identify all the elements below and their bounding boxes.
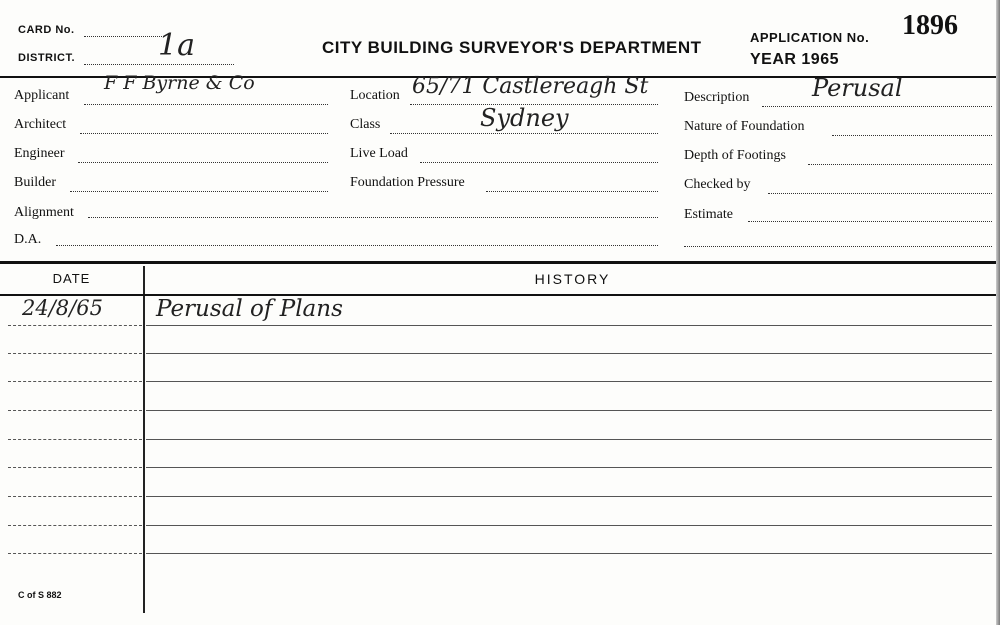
estimate-line-2 — [684, 246, 992, 247]
history-entry-date: 24/8/65 — [22, 296, 103, 320]
checked-by-line — [768, 193, 992, 194]
history-rule — [146, 553, 992, 554]
date-rule — [8, 381, 142, 382]
history-rule — [146, 325, 992, 326]
history-top-rule — [0, 261, 1000, 264]
date-rule — [8, 467, 142, 468]
district-line — [84, 64, 234, 65]
estimate-label: Estimate — [684, 207, 733, 222]
class-label: Class — [350, 117, 381, 132]
location-value: 65/71 Castlereagh St — [412, 74, 649, 99]
builder-line — [70, 191, 328, 192]
architect-line — [80, 133, 328, 134]
date-rule — [8, 325, 142, 326]
location-value-sydney: Sydney — [480, 104, 569, 132]
history-column-header: HISTORY — [534, 271, 611, 287]
alignment-line — [88, 217, 658, 218]
date-column-header: DATE — [52, 271, 91, 286]
date-rule — [8, 439, 142, 440]
live-load-label: Live Load — [350, 146, 408, 161]
alignment-label: Alignment — [14, 205, 74, 220]
department-title: CITY BUILDING SURVEYOR'S DEPARTMENT — [322, 38, 702, 57]
form-code: C of S 882 — [18, 590, 62, 600]
card-no-label: CARD No. — [18, 24, 75, 36]
year-label: YEAR 1965 — [750, 51, 839, 68]
engineer-label: Engineer — [14, 146, 65, 161]
history-rule — [146, 439, 992, 440]
estimate-line — [748, 221, 992, 222]
foundation-pressure-line — [486, 191, 658, 192]
history-entry-text: Perusal of Plans — [156, 296, 343, 322]
card-no-line — [84, 36, 164, 37]
foundation-pressure-label: Foundation Pressure — [350, 175, 465, 190]
da-label: D.A. — [14, 232, 42, 247]
depth-of-footings-label: Depth of Footings — [684, 148, 786, 163]
date-rule — [8, 496, 142, 497]
card-edge — [996, 0, 1000, 625]
district-value: 1a — [158, 28, 195, 63]
checked-by-label: Checked by — [684, 177, 751, 192]
nature-of-foundation-label: Nature of Foundation — [684, 119, 805, 134]
application-label: APPLICATION No. — [750, 30, 870, 45]
history-rule — [146, 525, 992, 526]
district-label: DISTRICT. — [18, 52, 76, 64]
engineer-line — [78, 162, 328, 163]
da-line — [56, 245, 658, 246]
history-rule — [146, 467, 992, 468]
depth-of-footings-line — [808, 164, 992, 165]
application-number: 1896 — [902, 10, 958, 41]
builder-label: Builder — [14, 175, 56, 190]
architect-label: Architect — [14, 117, 67, 132]
description-value: Perusal — [812, 74, 903, 102]
date-rule — [8, 553, 142, 554]
description-label: Description — [684, 90, 750, 105]
history-rule — [146, 353, 992, 354]
live-load-line — [420, 162, 658, 163]
date-rule — [8, 410, 142, 411]
applicant-value: F F Byrne & Co — [104, 72, 255, 94]
history-rule — [146, 381, 992, 382]
location-label: Location — [350, 88, 400, 103]
date-rule — [8, 525, 142, 526]
history-header-rule — [0, 294, 1000, 296]
date-rule — [8, 353, 142, 354]
applicant-label: Applicant — [14, 88, 70, 103]
history-rule — [146, 496, 992, 497]
description-line — [762, 106, 992, 107]
history-rule — [146, 410, 992, 411]
class-line — [390, 133, 658, 134]
nature-of-foundation-line — [832, 135, 992, 136]
applicant-line — [84, 104, 328, 105]
date-column-divider — [143, 266, 145, 613]
